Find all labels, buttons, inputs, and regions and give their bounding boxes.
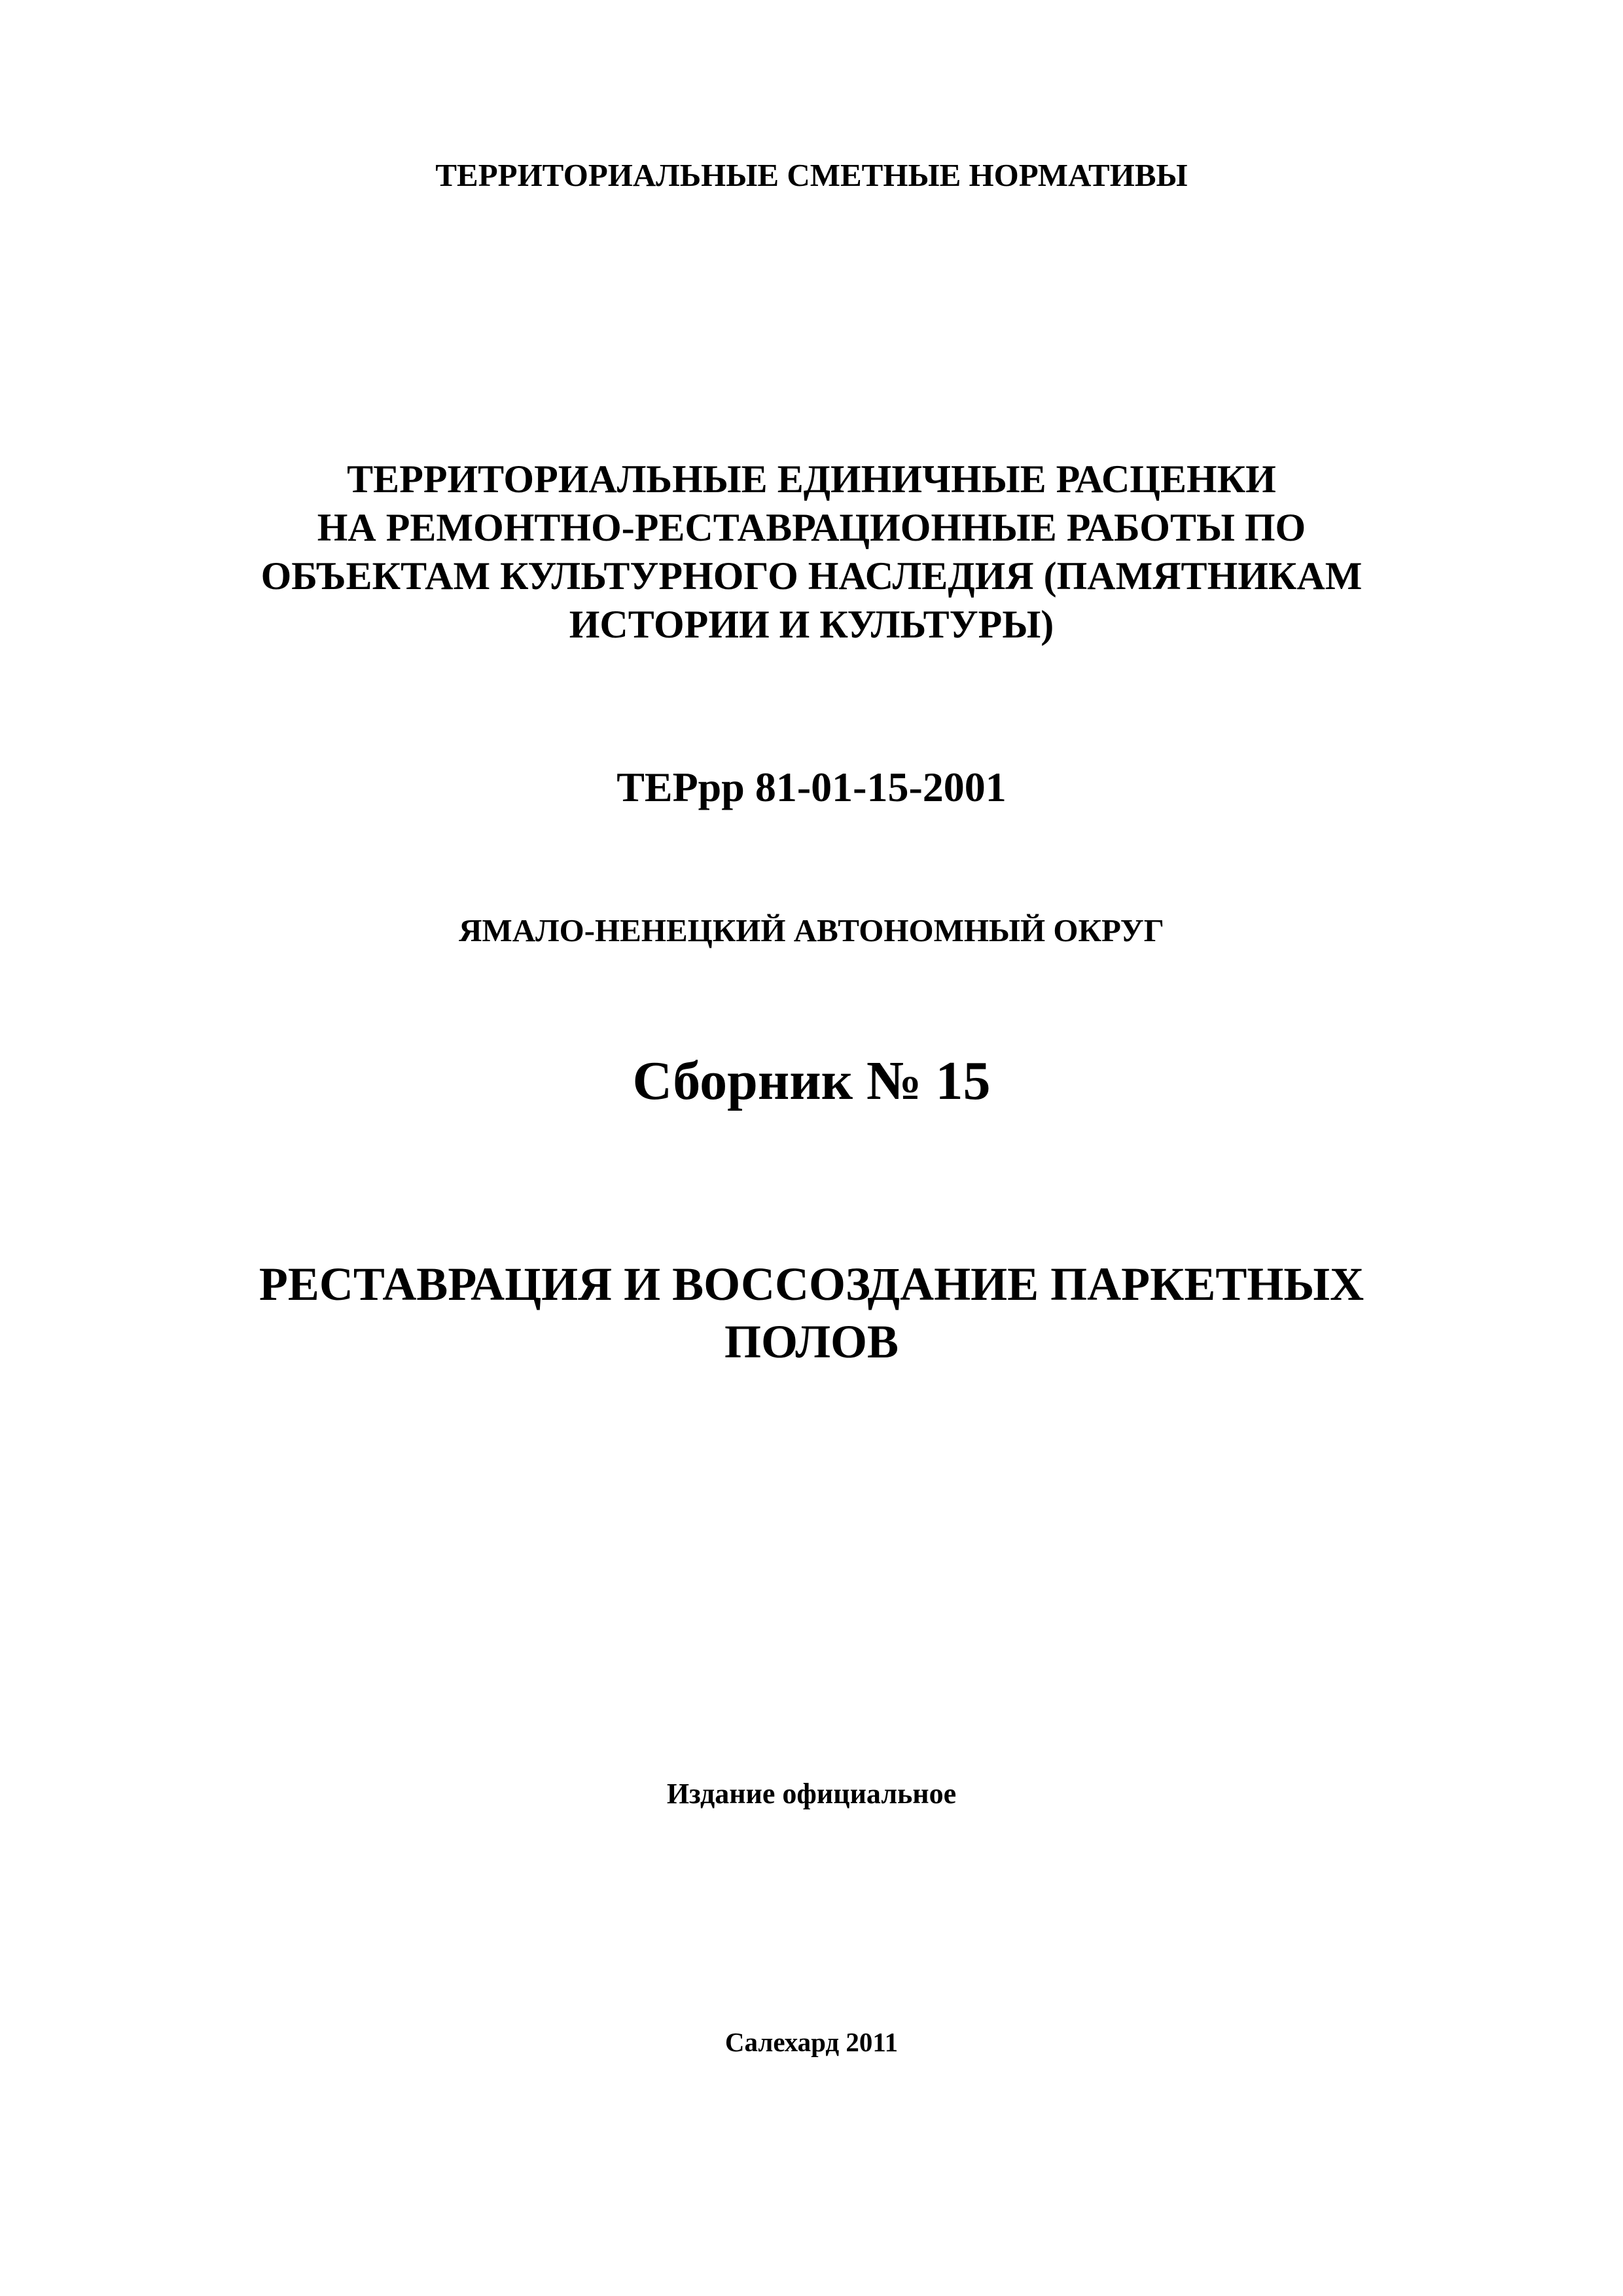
section-title-line-2: ПОЛОВ xyxy=(724,1316,899,1368)
main-title xyxy=(0,455,1623,649)
main-title-line-3: ОБЪЕКТАМ КУЛЬТУРНОГО НАСЛЕДИЯ (ПАМЯТНИКАМ xyxy=(260,554,1363,598)
region-text: ЯМАЛО-НЕНЕЦКИЙ АВТОНОМНЫЙ ОКРУГ xyxy=(459,912,1164,948)
document-code-text: ТЕРрр 81-01-15-2001 xyxy=(616,764,1007,810)
section-title-line-1: РЕСТАВРАЦИЯ И ВОССОЗДАНИЕ ПАРКЕТНЫХ xyxy=(259,1258,1364,1310)
document-code xyxy=(0,761,1623,814)
collection-number-text: Сборник № 15 xyxy=(632,1050,991,1111)
collection-number xyxy=(0,1049,1623,1114)
edition-note-text: Издание официальное xyxy=(666,1778,957,1810)
series-header xyxy=(0,156,1623,195)
imprint-text: Салехард 2011 xyxy=(724,2027,899,2057)
main-title-line-4: ИСТОРИИ И КУЛЬТУРЫ) xyxy=(569,603,1054,646)
edition-note xyxy=(0,1776,1623,1812)
imprint xyxy=(0,2025,1623,2059)
series-header-text: ТЕРРИТОРИАЛЬНЫЕ СМЕТНЫЕ НОРМАТИВЫ xyxy=(435,157,1188,193)
main-title-line-1: ТЕРРИТОРИАЛЬНЫЕ ЕДИНИЧНЫЕ РАСЦЕНКИ xyxy=(347,457,1276,501)
region xyxy=(0,911,1623,950)
section-title xyxy=(0,1255,1623,1371)
main-title-line-2: НА РЕМОНТНО-РЕСТАВРАЦИОННЫЕ РАБОТЫ ПО xyxy=(317,506,1306,549)
